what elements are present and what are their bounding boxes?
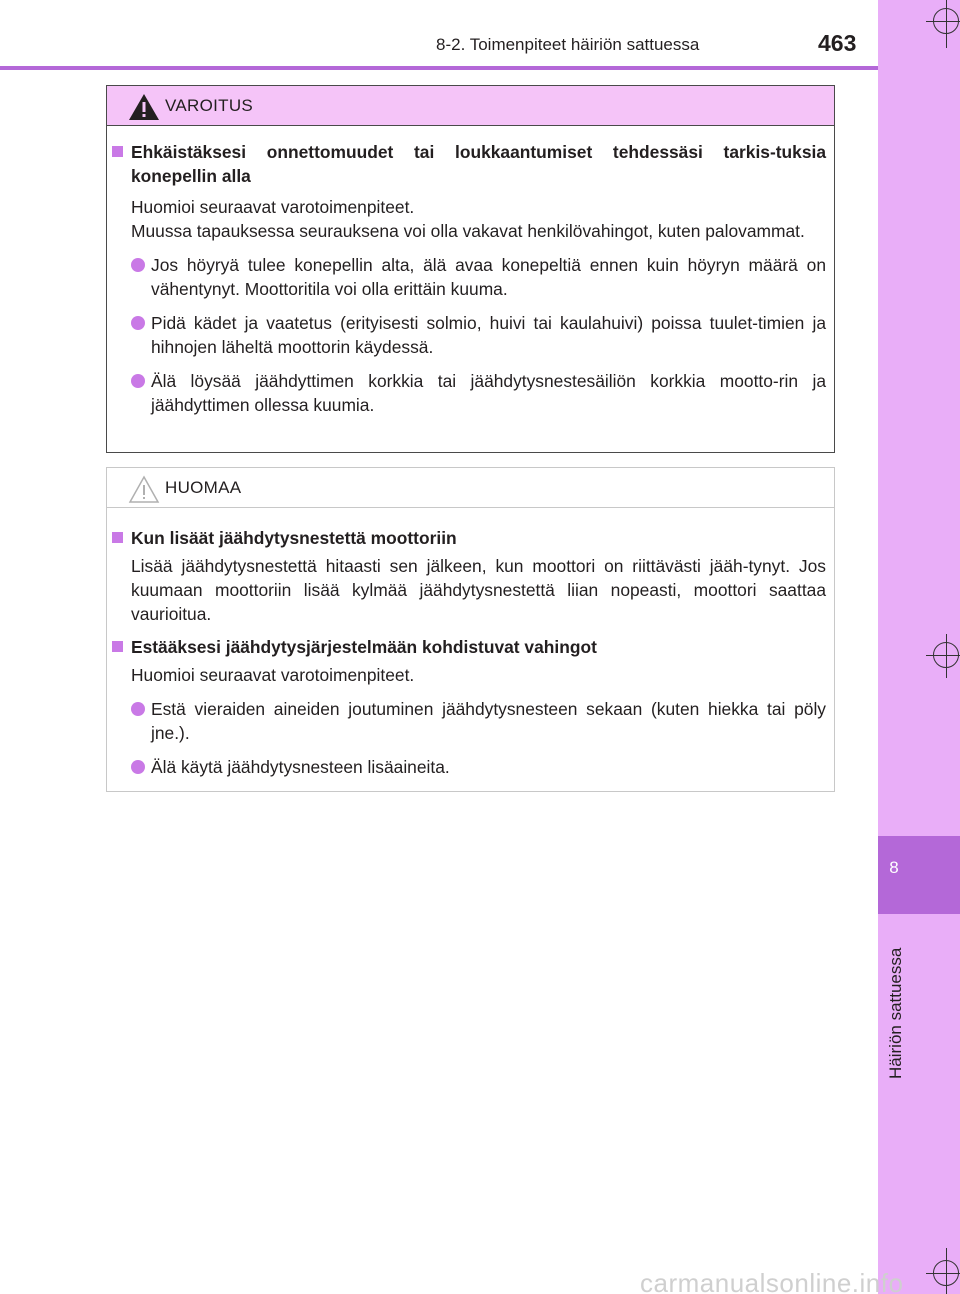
section-title: 8-2. Toimenpiteet häiriön sattuessa xyxy=(436,35,700,54)
warning-bullet: Pidä kädet ja vaatetus (erityisesti solmio, huivi tai kaulahuivi) poissa tuulet-timien ja hihnojen läheltä moottorin käydessä. xyxy=(131,311,826,359)
bullet-dot-icon xyxy=(131,760,145,774)
bullet-dot-icon xyxy=(131,258,145,272)
section-square-icon xyxy=(112,641,123,652)
section-square-icon xyxy=(112,532,123,543)
notice-section1-text: Lisää jäähdytysnestettä hitaasti sen jälkeen, kun moottori on riittävästi jääh-tynyt. Jos kuumaan moottoriin lisää kylmää jäähdytysnestettä liian nopeasti, moottori saattaa vaurioitua. xyxy=(131,556,826,624)
warning-heading: Ehkäistäksesi onnettomuudet tai loukkaantumiset tehdessäsi tarkis-tuksia konepellin alla xyxy=(131,140,826,188)
notice-header xyxy=(107,468,834,508)
bullet-dot-icon xyxy=(131,702,145,716)
chapter-label xyxy=(886,925,906,1085)
notice-section2-intro: Huomioi seuraavat varotoimenpiteet. xyxy=(131,665,415,685)
notice-box xyxy=(106,467,835,792)
notice-label: HUOMAA xyxy=(165,478,242,497)
notice-bullet: Estä vieraiden aineiden joutuminen jäähdytysnesteen sekaan (kuten hiekka tai pöly jne.). xyxy=(131,697,826,745)
warning-label: VAROITUS xyxy=(165,96,254,115)
warning-bullet: Älä löysää jäähdyttimen korkkia tai jäähdytysnestesäiliön korkkia mootto-rin ja jäähdyttimen ollessa kuumia. xyxy=(131,369,826,417)
watermark: carmanualsonline.info xyxy=(640,1268,904,1294)
notice-bullet: Älä käytä jäähdytysnesteen lisäaineita. xyxy=(131,755,826,779)
notice-section2-heading: Estääksesi jäähdytysjärjestelmään kohdistuvat vahingot xyxy=(131,635,826,659)
warning-box xyxy=(106,85,835,453)
warning-header xyxy=(107,86,834,126)
chapter-label-text: Häiriön sattuessa xyxy=(886,947,905,1079)
notice-section1-heading: Kun lisäät jäähdytysnestettä moottoriin xyxy=(131,526,826,550)
header-rule xyxy=(0,66,878,70)
section-square-icon xyxy=(112,146,123,157)
bullet-dot-icon xyxy=(131,316,145,330)
warning-body xyxy=(107,126,834,417)
page-number: 463 xyxy=(818,30,857,56)
bullet-dot-icon xyxy=(131,374,145,388)
warning-intro-line2: Muussa tapauksessa seurauksena voi olla vakavat henkilövahingot, kuten palovammat. xyxy=(131,221,805,241)
warning-triangle-icon xyxy=(127,92,161,122)
caution-triangle-icon xyxy=(127,474,161,504)
warning-bullet: Jos höyryä tulee konepellin alta, älä avaa konepeltiä ennen kuin höyryn määrä on vähentynyt. Moottoritila voi olla erittäin kuuma. xyxy=(131,253,826,301)
chapter-number: 8 xyxy=(889,858,899,877)
notice-body xyxy=(107,508,834,779)
warning-intro-line1: Huomioi seuraavat varotoimenpiteet. xyxy=(131,197,415,217)
